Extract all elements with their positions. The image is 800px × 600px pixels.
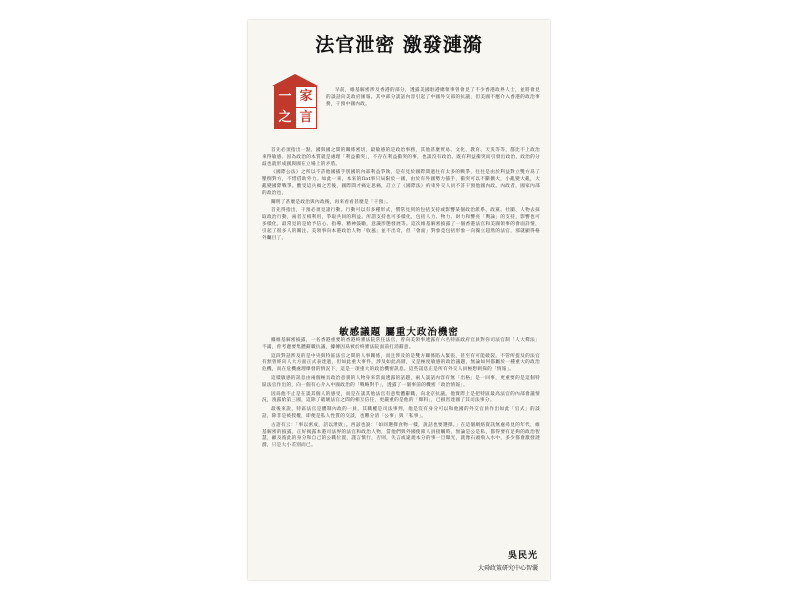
author-affiliation: 大舜政策研究中心智囊 [477, 565, 538, 572]
paragraph: 最後來說，特區法官是體制內政的一員，其職權是司法事判，他是沒有身分可以和他國的外交官員作出如此「官式」的談話，除非是被授權，即便是私人性質的交談，也難分清「公事」與「私事」。 [262, 407, 540, 419]
paragraph: 闡明了甚麼是政治與內政後，再來看看甚麼是「干預」。 [271, 199, 392, 205]
byline [478, 548, 538, 572]
author-name: 吳民光 [507, 551, 538, 561]
section-one [262, 148, 540, 244]
paragraph: 因爲他不止是在談其個人的感受，而是在談其他法官有意集體辭職，向北京抗議。他實際上是把特區最高法官的內部會議情況，洩露給第三國，這除了破壞法官之間的相互信任，更嚴重的是他的「爆料」，已損害達國了其司法事分。 [262, 391, 540, 404]
paragraph: 《國際公法》之所以不許他國插手別國的內部利益爭執，是有見於國際間過往有太多的戰爭，往往是由於利益對立雙方爲了壓倒對方，不惜借助外力。如此一來，本來的flat事只局限於一國，由於有外國勢力插手，衝突可以不斷擴大，小亂變大亂，大亂變國際戰爭。酸受這兵禍之苦後，國際間才痛定思痛，訂立了《國際法》約束外交人員不許干預他國內政。內政者，國家內部的政治也。 [262, 170, 540, 196]
headline: 法官泄密 激發漣漪 [315, 34, 483, 56]
paragraph: 這段對話涉及的是中央與特區法官之間的人事關係，而且涉及的是雙方關係陷入緊張，甚至有可能破裂。不管所提及的法官有無曾經向人大方面正式表達過，但如此重大事件，涉及如此高層，又是極度敏感的政治議題，無論如何都屬於一種重大的政治危機，而在危機處理爆發的情況下，這是一項重大的政治機密訊息。這些訊息正是所有外交人員極想刺探的「情報」。 [262, 353, 540, 373]
newspaper-clipping [248, 20, 550, 580]
badge-char-4: 言 [295, 107, 317, 129]
subheading: 敏感議題 屬重大政治機密 [339, 327, 459, 338]
paragraph: 這樣敏感的訊息由兩個極具政治意義的人物身來當面透露的話題，兩人談話內容有無「出格」是一回事，更重要的是這個特區法官作出的，向一個有心介入中國政治的「戰略對手」，透露了一個事前的機密「政治情報」。 [262, 375, 540, 388]
paragraph: 古語有云：「事以密成，語以泄敗」。西諺也說：「如同選擇食物一樣，說話也要選擇。」在這個網絡資訊無處尋見的年代，維基解密的披露，正好揭露本港司法界的法官和政治人物，當他們與外國使節人員接觸時，無論是公是私，都得要有足夠的政治智慧，顧及彼此的身分和自己的公職位置，謹言慎行，否則，失言或違規本分的事一旦曝光，就像石頭飛入水中，多少都會激發漣漪，只是大小差別而已。 [262, 422, 540, 449]
badge-roof [272, 74, 318, 86]
badge-char-3: 之 [274, 107, 296, 129]
section-two [262, 338, 540, 452]
paragraph: 據維基解密披露，一名香港重要的香港終審法院常任法官，曾向美領事透露有六名特區政府官員對你司法官制「人大釋法」不滿，曾考慮要集體辭職抗議，據傳因爲被於終審法院面前打消辭意。 [262, 338, 540, 350]
column-badge [274, 86, 316, 128]
badge-char-2: 家 [295, 86, 317, 108]
intro-text: 早前，維基解密涉及香港的部分，透露美國駐港總領事曾會見了不少香港政界人士，並將會見的談話向美政府匯報。其中部分談話內容引起了中國外交部的抗議，但美國不應介入香港的政治事務，干預中國內政。 [326, 88, 540, 107]
intro-paragraph [326, 88, 540, 110]
paragraph: 首先得指出，干預必須見諸行動。行動可以有多種形式，慣常見到的包括支持或影響某個政治派系、政黨、社團、人物去採取政治行動，兩者互相利用，爭取共同的利益。所謂支持也可多樣化，包括人力、物力、財力和響亮「輿論」的支持，影響也可多樣化，最常見的是給予信心、指導、精神鼓勵，意識形態發展等。這次維基解密披露了一個香港法官和美國領事的會面詳情，引起了很多人的關注。美領事向本港政治人物「收風」並不出奇，但「會面」對象竟包括形象一向獨立超然的法官，那就顯得格外矚目了。 [262, 208, 540, 241]
badge-char-1: 一 [274, 86, 296, 108]
paragraph: 首先必須指出一點，國與國之間的關係密切，最敏感的是政治事務，其他甚麼貿易、文化、教育、天災等等，都比不上政治來得敏感。因為政治的本質就是處理「利益衝突」，不存在利益衝突的事，也談沒有政治。既有利益衝突而引發出政治，政治的分歧也就形成國與國在立場上的矛盾。 [262, 148, 540, 167]
